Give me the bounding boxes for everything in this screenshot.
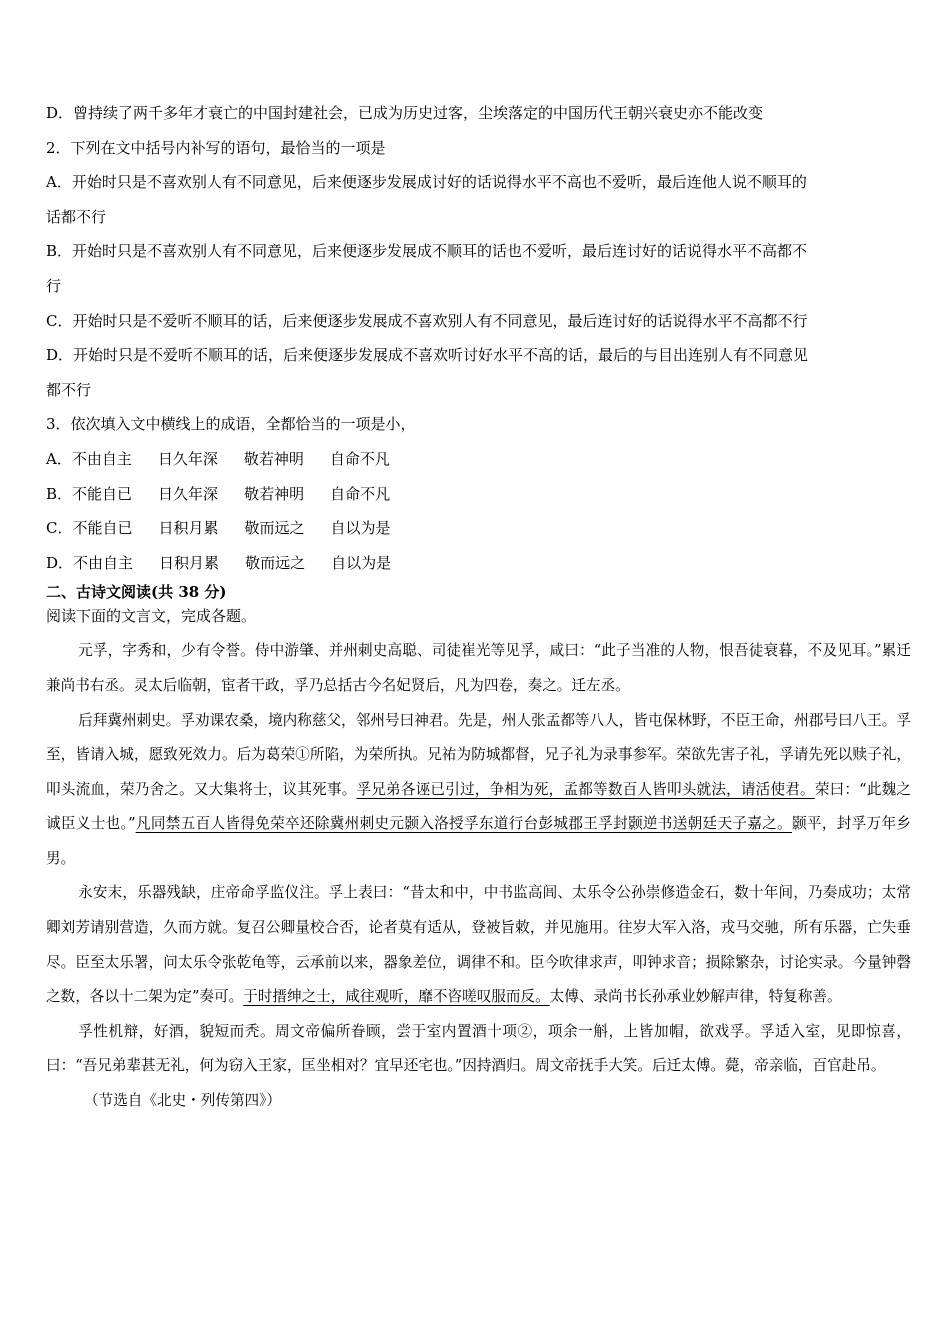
classic-paragraph-3 [46, 876, 911, 1014]
q3-choice: 自以为是 [331, 553, 392, 572]
q3-option-a [46, 442, 911, 477]
q3-option-d [46, 546, 911, 581]
q3-choice: 自以为是 [330, 519, 391, 538]
underlined-sentence-2: 凡同禁五百人皆得免荣卒还除冀州刺史元颢入洛授孚东道行台彭城郡王孚封颢逆书送朝廷天子嘉之。 [135, 815, 792, 833]
classic-text: 永安末，乐器残缺，庄帝命孚监仪注。孚上表曰：“昔太和中，中书监高闾、太乐令公孙崇修造金石，数十年间，乃奏成功；太常卿刘芳请别营造，久而方就。复召公卿量校合否，论者莫有适从，登被旨敕，并见施用。往岁大军入洛，戎马交驰，所有乐器，亡失垂尽。臣至太乐署，问太乐令张乾龟等，云承前以来，器象差位，调律不和。臣今吹律求声，叩钟求音；损除繁杂，讨论实录。今量钟磬之数，各以十二架为定”奏可。 [46, 884, 911, 1006]
q3-choice: 日久年深 [157, 449, 218, 468]
q2-option-b-line1: B．开始时只是不喜欢别人有不同意见，后来便逐步发展成不顺耳的话也不爱听，最后连讨好的话说得水平不高都不 [46, 242, 808, 261]
section-intro: 阅读下面的文言文，完成各题。 [46, 607, 257, 626]
q2-option-d-line2: 都不行 [46, 380, 92, 399]
q3-choice: 敬若神明 [243, 449, 304, 468]
classic-text: 荣曰：“此魏之诚臣义士也。” [46, 780, 911, 833]
q2-option-a-line1: A．开始时只是不喜欢别人有不同意见，后来便逐步发展成讨好的话说得水平不高也不爱听，最后连他人说不顺耳的 [46, 173, 807, 192]
q2-stem: 2．下列在文中括号内补写的语句，最恰当的一项是 [46, 138, 386, 157]
classic-paragraph-2 [46, 704, 911, 877]
q3-option-label: B． [46, 484, 73, 503]
exam-page [46, 96, 911, 1119]
underlined-sentence-3: 于时搢绅之士，咸往观听，靡不咨嗟叹服而反。 [243, 988, 550, 1006]
q3-option-label: D． [46, 553, 74, 572]
q3-choice: 敬若神明 [244, 484, 305, 503]
q3-option-c [46, 511, 911, 546]
source-citation: （节选自《北史・列传第四》） [84, 1092, 282, 1110]
q3-choice: 不由自主 [73, 553, 134, 572]
classic-paragraph-1: 元孚，字秀和，少有令誉。侍中游肇、并州刺史高聪、司徒崔光等见孚，咸曰：“此子当准的人物，恨吾徒衰暮，不及见耳。”累迁兼尚书右丞。灵太后临朝，宦者干政，孚乃总括古今名妃贤后，凡为四卷，奏之。迁左丞。 [46, 642, 911, 694]
q3-choice: 敬而远之 [244, 519, 305, 538]
q2-option-c: C．开始时只是不爱听不顺耳的话，后来便逐步发展成不喜欢别人有不同意见，最后连讨好的话说得水平不高都不行 [46, 311, 808, 330]
q3-choice: 不能自已 [72, 519, 133, 538]
q3-choice: 自命不凡 [329, 449, 390, 468]
q3-option-b [46, 477, 911, 512]
q3-option-label: C． [46, 519, 73, 538]
q3-choice: 不能自已 [72, 484, 133, 503]
q2-option-a-line2: 话都不行 [46, 207, 107, 226]
q3-choice: 日积月累 [159, 553, 220, 572]
q2-option-b-line2: 行 [46, 276, 62, 295]
q2-option-d-line1: D．开始时只是不爱听不顺耳的话，后来便逐步发展成不喜欢听讨好水平不高的话，最后的与目出连别人有不同意见 [46, 346, 809, 365]
underlined-sentence-1: 孚兄弟各诬已引过，争相为死，孟都等数百人皆叩头就法，请活使君。 [356, 780, 815, 798]
q1-option-d: D．曾持续了两千多年才衰亡的中国封建社会，已成为历史过客，尘埃落定的中国历代王朝兴衰史亦不能改变 [46, 104, 764, 122]
q3-choice: 敬而远之 [245, 553, 306, 572]
q3-stem: 3．依次填入文中横线上的成语，全都恰当的一项是小， [46, 415, 416, 434]
section-title: 二、古诗文阅读(共 38 分) [46, 583, 227, 602]
q3-option-label: A． [46, 449, 72, 468]
classic-text: 颢平，封孚万年乡男。 [46, 815, 911, 867]
q3-choice: 日久年深 [158, 484, 219, 503]
q3-choice: 不由自主 [71, 449, 132, 468]
classic-text: 太傅、录尚书长孙承业妙解声律，特复称善。 [549, 988, 842, 1006]
q3-choice: 自命不凡 [330, 484, 391, 503]
classic-paragraph-4: 孚性机辩，好酒，貌短而秃。周文帝偏所眷顾，尝于室内置酒十项②，项余一斛，上皆加帽，欲戏孚。孚适入室，见即惊喜，曰：“吾兄弟辈甚无礼，何为窃入王家，匡坐相对？宜早还宅也。”因持酒归。周文帝抚手大笑。后迁太傅。薨，帝亲临，百官赴吊。 [46, 1022, 911, 1075]
q3-choice: 日积月累 [158, 519, 219, 538]
classic-text: 后拜冀州刺史。孚劝课农桑，境内称慈父，邻州号曰神君。先是，州人张孟都等八人，皆屯保林野，不臣王命，州郡号曰八王。孚至，皆请入城，愿致死效力。后为葛荣①所陷，为荣所执。兄祐为防城都督，兄子礼为录事参军。荣欲先害子礼，孚请先死以赎子礼，叩头流血，荣乃舍之。又大集将士，议其死事。 [46, 711, 911, 798]
